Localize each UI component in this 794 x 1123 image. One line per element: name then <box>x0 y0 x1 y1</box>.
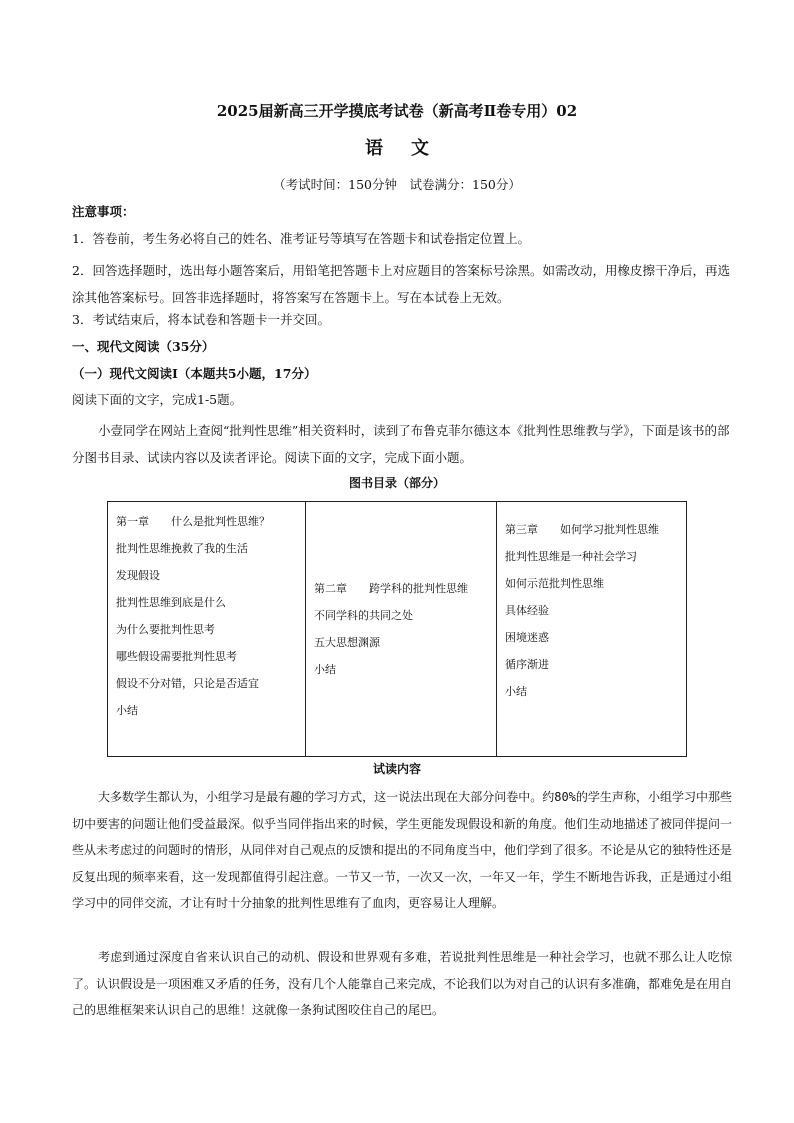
toc-item: 批判性思维挽救了我的生活 <box>116 542 248 555</box>
toc-chapter-1: 第一章 什么是批判性思维？ <box>116 515 270 528</box>
reading-instruction: 阅读下面的文字，完成1-5题。 <box>72 392 243 407</box>
trial-title: 试读内容 <box>372 762 421 776</box>
toc-title: 图书目录（部分） <box>348 476 445 490</box>
toc-item: 循序渐进 <box>505 658 549 671</box>
toc-item: 为什么要批判性思考 <box>116 623 215 636</box>
section-heading: 一、现代文阅读（35分） <box>72 339 215 354</box>
notice-item-2: 2．回答选择题时，选出每小题答案后，用铅笔把答题卡上对应题目的答案标号涂黑。如需改动，用橡皮擦干净后，再选涂其他答案标号。回答非选择题时，将答案写在答题卡上。写在本试卷上无效。 <box>72 263 730 305</box>
toc-item: 批判性思维到底是什么 <box>116 596 226 609</box>
toc-item: 发现假设 <box>116 569 160 582</box>
notice-item-1: 1．答卷前，考生务必将自己的姓名、准考证号等填写在答题卡和试卷指定位置上。 <box>72 231 530 246</box>
toc-chapter-3: 第三章 如何学习批判性思维 <box>505 523 659 536</box>
subsection-heading: （一）现代文阅读Ⅰ（本题共5小题，17分） <box>72 366 317 381</box>
intro-paragraph: 小壹同学在网站上查阅“批判性思维”相关资料时，读到了布鲁克菲尔德这本《批判性思维教与学》，下面是该书的部分图书目录、试读内容以及读者评论。阅读下面的文字，完成下面小题。 <box>72 423 730 465</box>
exam-title: 2025届新高三开学摸底考试卷（新高考Ⅱ卷专用）02 <box>216 102 578 120</box>
notice-heading: 注意事项： <box>72 204 135 219</box>
toc-item: 具体经验 <box>505 604 549 617</box>
toc-column-2 <box>306 502 497 756</box>
subject-title: 语文 <box>365 138 457 159</box>
toc-item: 批判性思维是一种社会学习 <box>505 550 637 563</box>
toc-item: 小结 <box>116 704 138 717</box>
exam-info: （考试时间：150分钟 试卷满分：150分） <box>273 177 521 192</box>
toc-column-3 <box>497 502 686 756</box>
toc-item: 小结 <box>505 685 527 698</box>
toc-item: 困境迷惑 <box>505 631 549 644</box>
toc-item: 哪些假设需要批判性思考 <box>116 650 237 663</box>
toc-item: 五大思想渊源 <box>314 636 380 649</box>
toc-column-1 <box>108 502 306 756</box>
toc-table <box>107 501 687 757</box>
toc-item: 小结 <box>314 663 336 676</box>
notice-item-3: 3．考试结束后，将本试卷和答题卡一并交回。 <box>72 312 330 327</box>
toc-item: 如何示范批判性思维 <box>505 577 604 590</box>
trial-paragraph-1: 大多数学生都认为，小组学习是最有趣的学习方式，这一说法出现在大部分问卷中。约80%的学生声称，小组学习中那些切中要害的问题让他们受益最深。似乎当同伴指出来的时候，学生更能发现假设和新的角度。他们生动地描述了被同伴提问一些从未考虑过的问题时的情形，从同伴对自己观点的反馈和提出的不同角度当中，他们学到了很多。不论是从它的独特性还是反复出现的频率来看，这一发现都值得引起注意。一节又一节，一次又一次，一年又一年，学生不断地告诉我，正是通过小组学习中的同伴交流，才让有时十分抽象的批判性思维有了血肉，更容易让人理解。 <box>72 790 732 910</box>
toc-item: 假设不分对错，只论是否适宜 <box>116 677 259 690</box>
toc-chapter-2: 第二章 跨学科的批判性思维 <box>314 582 468 595</box>
trial-paragraph-2: 考虑到通过深度自省来认识自己的动机、假设和世界观有多难，若说批判性思维是一种社会学习，也就不那么让人吃惊了。认识假设是一项困难又矛盾的任务，没有几个人能靠自己来完成，不论我们以为对自己的认识有多准确，都难免是在用自己的思维框架来认识自己的思维！这就像一条狗试图咬住自己的尾巴。 <box>72 950 732 1017</box>
toc-item: 不同学科的共同之处 <box>314 609 413 622</box>
